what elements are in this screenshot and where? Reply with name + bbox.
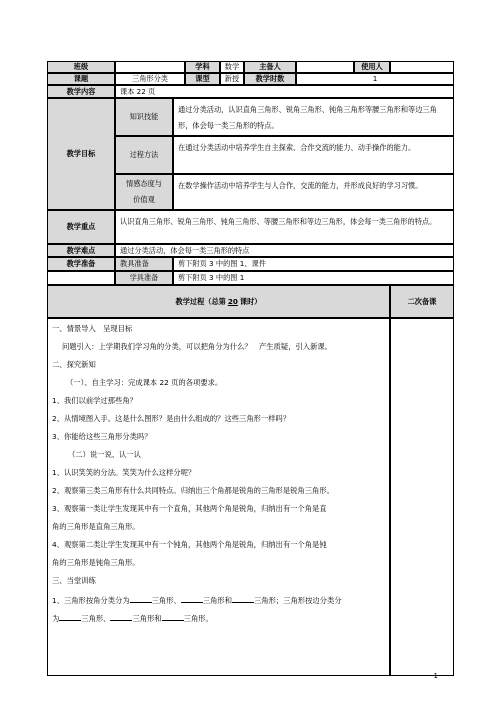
subject-label: 学科 — [185, 61, 220, 73]
blank-1 — [130, 594, 152, 603]
exercise-line-1: 1、三角形按角分类分为 三角形、 三角形和 三角形；三角形按边分类分 — [52, 596, 342, 605]
process-line-7: 3、你能给这些三角形分类吗？ — [52, 432, 152, 441]
knowledge-text: 通过分类活动，认识直角三角形、锐角三角形、钝角三角形等腰三角形和等边三角形，体会每一类三角形的特点。 — [173, 98, 454, 136]
blank-4 — [59, 612, 81, 621]
topic-label: 课题 — [47, 73, 115, 85]
process-title-post: 课时） — [239, 296, 262, 306]
preparer-value — [296, 61, 354, 73]
class-label: 班级 — [47, 61, 115, 73]
process-title-num: 20 — [227, 296, 238, 306]
blank-3 — [232, 594, 254, 603]
process-line-3: 二、探究新知 — [52, 360, 96, 369]
emotion-label: 情感态度与价值观 — [115, 174, 173, 210]
emotion-text: 在数学操作活动中培养学生与人合作，交流的能力，并形成良好的学习习惯。 — [173, 174, 454, 210]
blank-2 — [181, 594, 203, 603]
prep-blank — [47, 271, 115, 285]
subject-value: 数学 — [220, 61, 244, 73]
process-line-14: 角的三角形是钝角三角形。 — [52, 558, 140, 567]
process-line-10: 2、观察第三类三角形有什么共同特点。归纳出三个角都是锐角的三角形是锐角三角形。 — [52, 486, 334, 495]
process-line-13: 4、观察第二类让学生发现其中有一个钝角，其他两个角是锐角，归纳出有一个角是钝 — [52, 540, 327, 549]
difficulty-label: 教学难点 — [47, 244, 115, 257]
user-label: 使用人 — [354, 61, 390, 73]
second-prep-label: 二次备课 — [390, 285, 454, 318]
lesson-type-label: 课型 — [185, 73, 220, 85]
user-value — [390, 61, 454, 73]
process-title-pre: 教学过程（总第 — [175, 296, 226, 306]
process-line-9: 1、认识笑笑的分法。笑笑为什么这样分呢？ — [52, 468, 196, 477]
blank-5 — [110, 612, 132, 621]
process-method-label: 过程方法 — [115, 136, 173, 174]
process-title — [47, 285, 390, 318]
process-line-2: 问题引入：上学期我们学习角的分类，可以把角分为什么？ 产生质疑，引入新课。 — [62, 342, 332, 351]
lesson-type-value: 新授 — [220, 73, 244, 85]
blank-6 — [162, 612, 184, 621]
page-number: 1 — [433, 672, 438, 680]
key-points-label: 教学重点 — [47, 210, 115, 244]
process-method-text: 在通过分类活动中培养学生自主探索、合作交流的能力、动手操作的能力。 — [173, 136, 454, 174]
student-prep-text: 剪下附页 3 中的图 1 — [173, 271, 454, 285]
process-line-6: 2、从情境图入手。这是什么图形？是由什么组成的？这些三角形一样吗？ — [52, 414, 291, 423]
teacher-prep-text: 剪下附页 3 中的图 1、课件 — [173, 257, 454, 271]
difficulty-text: 通过分类活动，体会每一类三角形的特点 — [115, 244, 454, 257]
content-label: 教学内容 — [47, 85, 115, 98]
process-line-12: 角的三角形是直角三角形。 — [52, 522, 140, 531]
student-prep-label: 学具准备 — [115, 271, 173, 285]
knowledge-label: 知识技能 — [115, 98, 173, 136]
key-points-text: 认识直角三角形、锐角三角形、钝角三角形、等腰三角形和等边三角形，体会每一类三角形的特点。 — [115, 210, 454, 244]
process-line-15: 三、当堂训练 — [52, 576, 96, 585]
process-line-11: 3、观察第一类让学生发现其中有一个直角，其他两个角是锐角，归纳出有一个角是直 — [52, 504, 327, 513]
hours-value: 1 — [296, 73, 454, 85]
process-line-1: 一、情景导入 呈现目标 — [52, 324, 133, 333]
hours-label: 教学时数 — [244, 73, 296, 85]
preparer-label: 主备人 — [244, 61, 296, 73]
goals-label: 教学目标 — [47, 98, 115, 210]
exercise-line-2: 为 三角形、 三角形和 三角形。 — [52, 614, 213, 623]
second-prep-body — [390, 318, 454, 676]
teacher-prep-label: 教具准备 — [115, 257, 173, 271]
class-value — [115, 61, 185, 73]
topic-value: 三角形分类 — [115, 73, 185, 85]
preparation-label: 教学准备 — [47, 257, 115, 271]
process-line-5: 1、我们以前学过那些角？ — [52, 396, 137, 405]
content-value: 课本 22 页 — [115, 85, 454, 98]
process-line-8: （二）说一说、认一认 — [68, 450, 141, 459]
process-line-4: （一）、自主学习：完成课本 22 页的各项要求。 — [66, 378, 223, 387]
